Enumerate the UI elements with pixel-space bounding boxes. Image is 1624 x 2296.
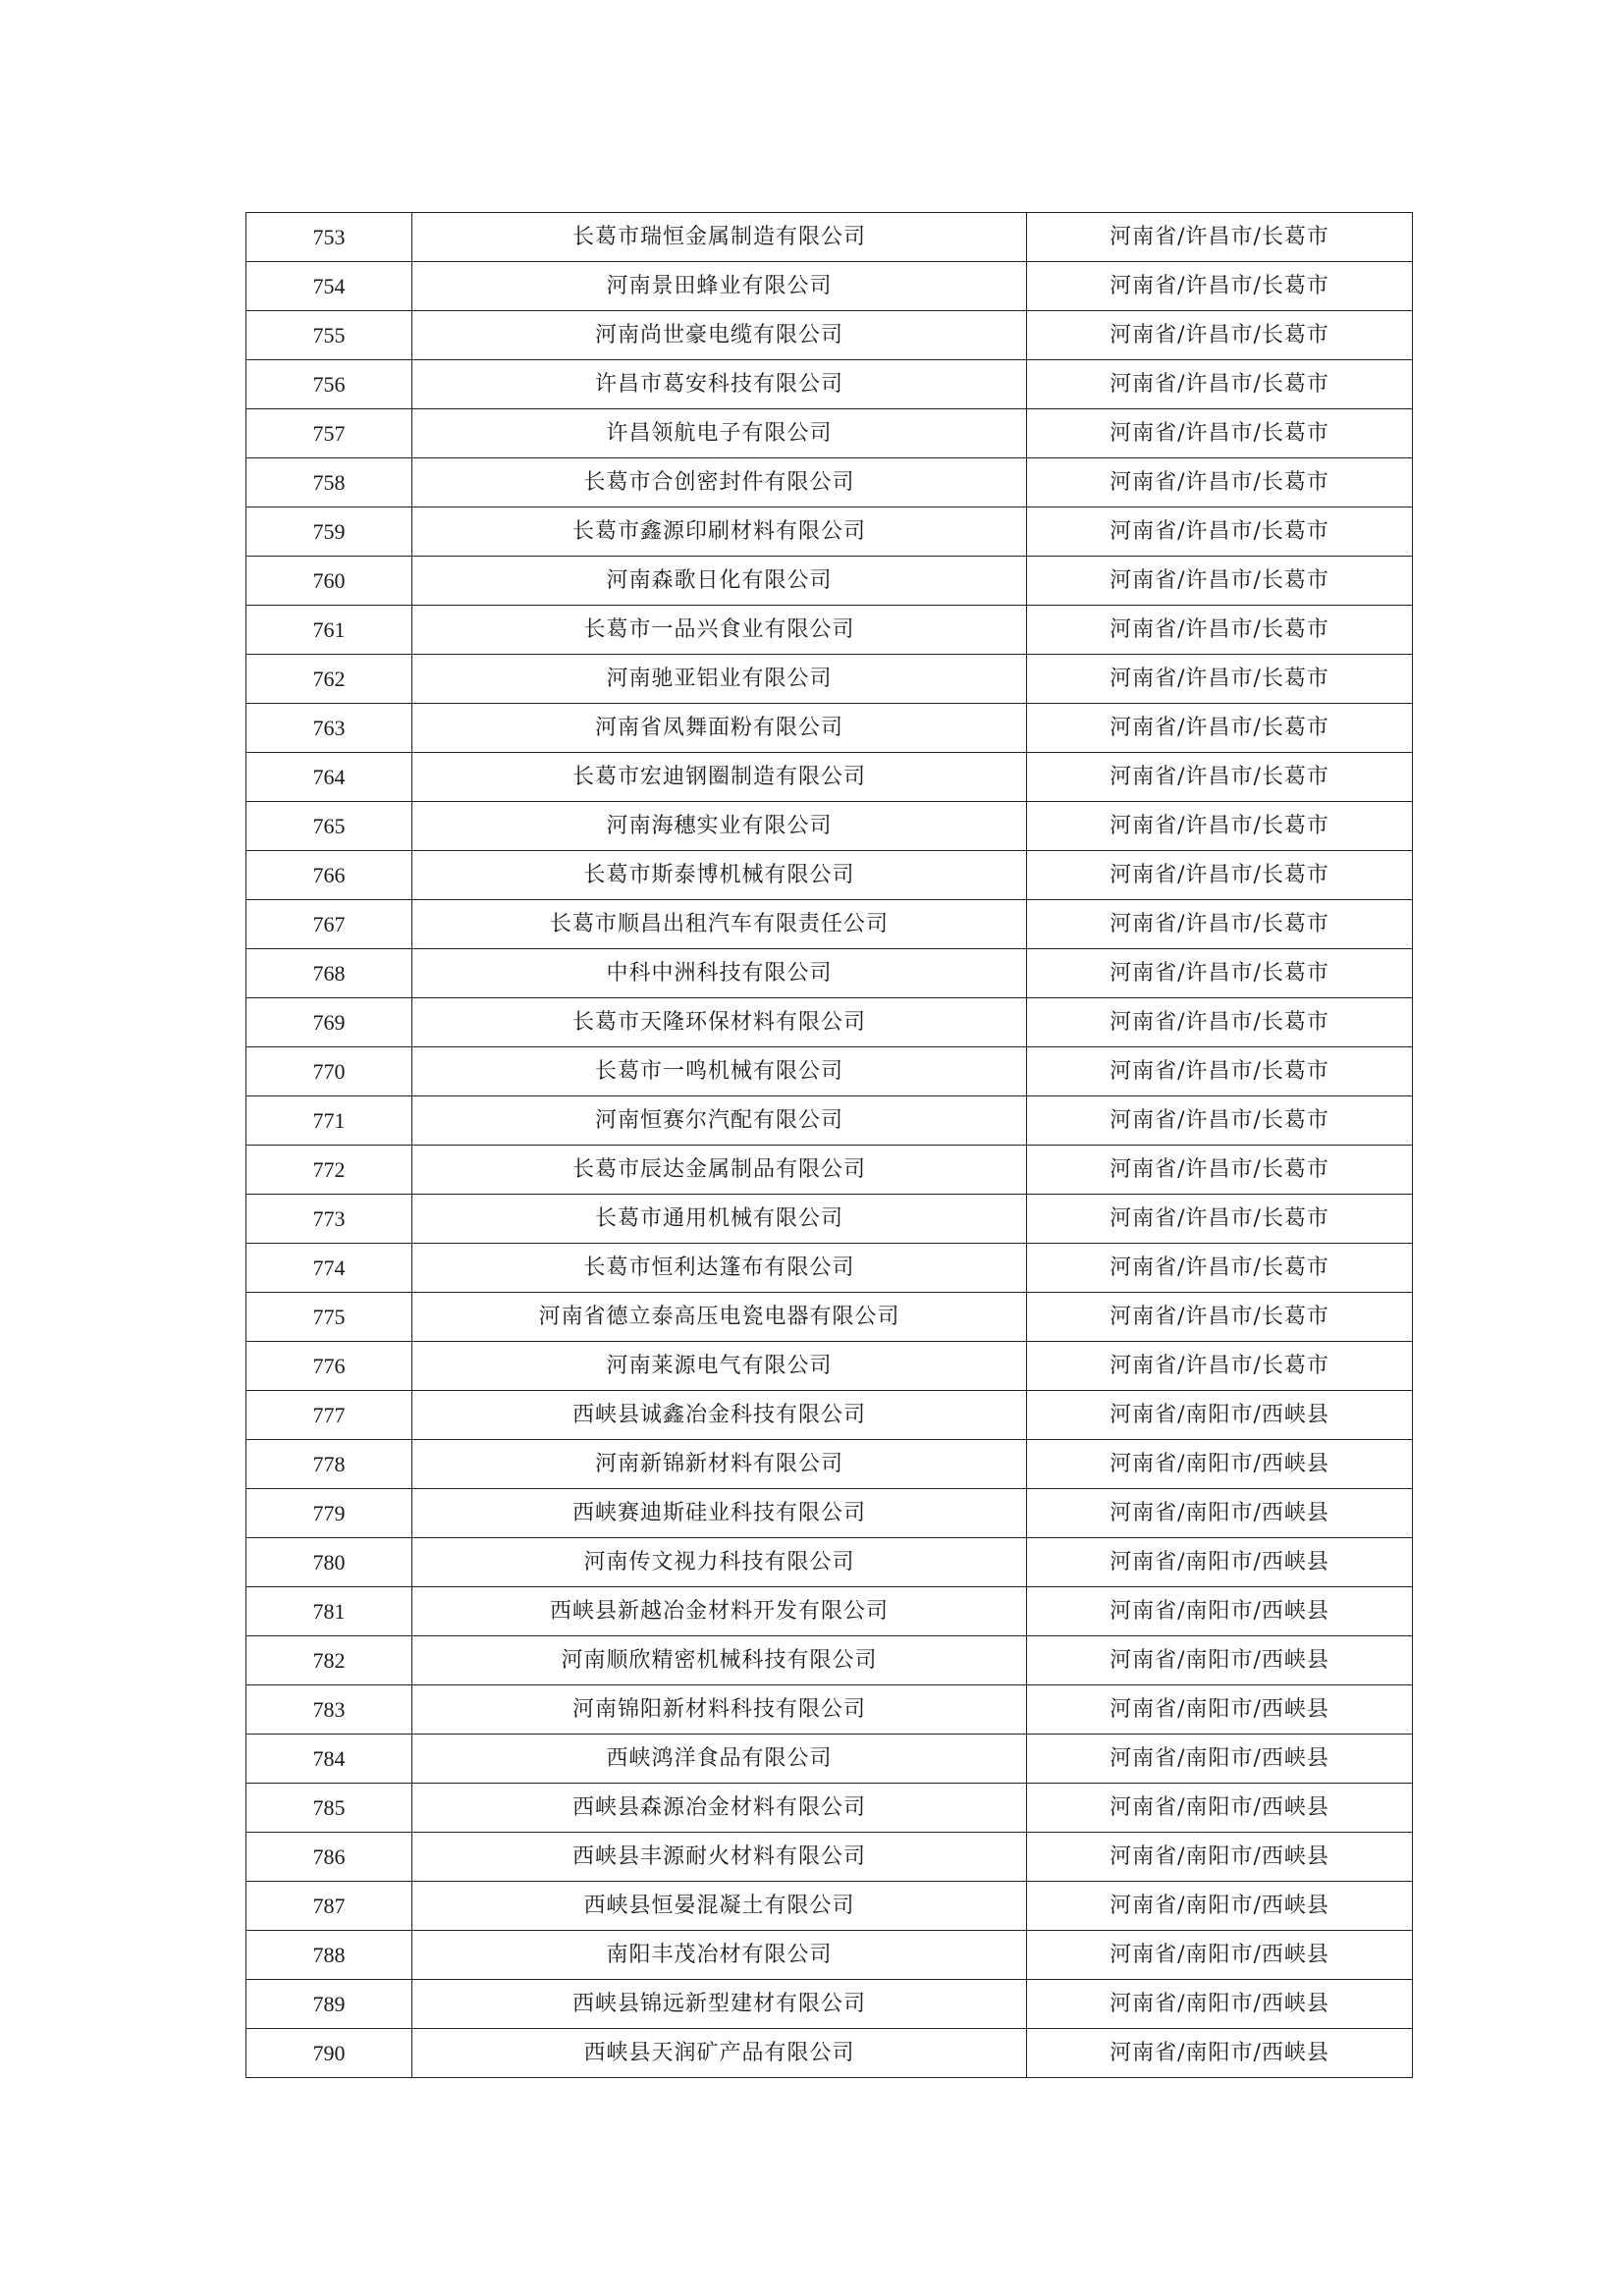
row-number-cell: 771 — [246, 1096, 412, 1146]
region-cell: 河南省/许昌市/长葛市 — [1027, 1244, 1413, 1293]
region-cell: 河南省/许昌市/长葛市 — [1027, 998, 1413, 1047]
row-number-cell: 756 — [246, 360, 412, 409]
table-row — [246, 1980, 1413, 2029]
table-row — [246, 409, 1413, 458]
company-name-cell: 西峡县恒晏混凝土有限公司 — [412, 1882, 1027, 1931]
table-row — [246, 1833, 1413, 1882]
row-number-cell: 775 — [246, 1293, 412, 1342]
table-row — [246, 1440, 1413, 1489]
table-row — [246, 2029, 1413, 2078]
company-name-cell: 西峡赛迪斯硅业科技有限公司 — [412, 1489, 1027, 1538]
company-name-cell: 西峡县森源冶金材料有限公司 — [412, 1784, 1027, 1833]
company-list-table — [245, 212, 1413, 2078]
row-number-cell: 770 — [246, 1047, 412, 1096]
company-name-cell: 长葛市通用机械有限公司 — [412, 1195, 1027, 1244]
company-name-cell: 长葛市一品兴食业有限公司 — [412, 606, 1027, 655]
row-number-cell: 768 — [246, 949, 412, 998]
table-row — [246, 1195, 1413, 1244]
company-name-cell: 河南森歌日化有限公司 — [412, 557, 1027, 606]
region-cell: 河南省/许昌市/长葛市 — [1027, 1342, 1413, 1391]
company-name-cell: 长葛市宏迪钢圈制造有限公司 — [412, 753, 1027, 802]
row-number-cell: 783 — [246, 1685, 412, 1735]
table-row — [246, 998, 1413, 1047]
company-name-cell: 河南恒赛尔汽配有限公司 — [412, 1096, 1027, 1146]
company-name-cell: 河南驰亚铝业有限公司 — [412, 655, 1027, 704]
region-cell: 河南省/南阳市/西峡县 — [1027, 1784, 1413, 1833]
company-name-cell: 河南海穗实业有限公司 — [412, 802, 1027, 851]
table-row — [246, 1735, 1413, 1784]
region-cell: 河南省/许昌市/长葛市 — [1027, 949, 1413, 998]
company-name-cell: 河南景田蜂业有限公司 — [412, 262, 1027, 311]
row-number-cell: 754 — [246, 262, 412, 311]
company-name-cell: 长葛市辰达金属制品有限公司 — [412, 1146, 1027, 1195]
table-row — [246, 262, 1413, 311]
table-row — [246, 753, 1413, 802]
region-cell: 河南省/许昌市/长葛市 — [1027, 900, 1413, 949]
company-name-cell: 河南新锦新材料有限公司 — [412, 1440, 1027, 1489]
table-row — [246, 1685, 1413, 1735]
company-name-cell: 南阳丰茂冶材有限公司 — [412, 1931, 1027, 1980]
region-cell: 河南省/南阳市/西峡县 — [1027, 1980, 1413, 2029]
table-row — [246, 1096, 1413, 1146]
region-cell: 河南省/南阳市/西峡县 — [1027, 1587, 1413, 1636]
region-cell: 河南省/南阳市/西峡县 — [1027, 1440, 1413, 1489]
row-number-cell: 786 — [246, 1833, 412, 1882]
table-row — [246, 851, 1413, 900]
region-cell: 河南省/南阳市/西峡县 — [1027, 1538, 1413, 1587]
row-number-cell: 766 — [246, 851, 412, 900]
table-row — [246, 606, 1413, 655]
table-row — [246, 1636, 1413, 1685]
region-cell: 河南省/许昌市/长葛市 — [1027, 1146, 1413, 1195]
row-number-cell: 776 — [246, 1342, 412, 1391]
table-row — [246, 655, 1413, 704]
table-row — [246, 1391, 1413, 1440]
row-number-cell: 755 — [246, 311, 412, 360]
row-number-cell: 761 — [246, 606, 412, 655]
row-number-cell: 769 — [246, 998, 412, 1047]
region-cell: 河南省/南阳市/西峡县 — [1027, 1391, 1413, 1440]
row-number-cell: 784 — [246, 1735, 412, 1784]
region-cell: 河南省/许昌市/长葛市 — [1027, 458, 1413, 507]
row-number-cell: 753 — [246, 213, 412, 262]
row-number-cell: 772 — [246, 1146, 412, 1195]
table-row — [246, 458, 1413, 507]
table-row — [246, 1244, 1413, 1293]
table-row — [246, 507, 1413, 557]
company-name-cell: 长葛市一鸣机械有限公司 — [412, 1047, 1027, 1096]
company-name-cell: 中科中洲科技有限公司 — [412, 949, 1027, 998]
region-cell: 河南省/许昌市/长葛市 — [1027, 606, 1413, 655]
row-number-cell: 779 — [246, 1489, 412, 1538]
company-name-cell: 河南锦阳新材料科技有限公司 — [412, 1685, 1027, 1735]
table-row — [246, 1293, 1413, 1342]
table-row — [246, 949, 1413, 998]
region-cell: 河南省/南阳市/西峡县 — [1027, 2029, 1413, 2078]
table-row — [246, 1538, 1413, 1587]
region-cell: 河南省/许昌市/长葛市 — [1027, 360, 1413, 409]
table-row — [246, 1587, 1413, 1636]
company-name-cell: 西峡县丰源耐火材料有限公司 — [412, 1833, 1027, 1882]
region-cell: 河南省/许昌市/长葛市 — [1027, 1293, 1413, 1342]
company-name-cell: 长葛市顺昌出租汽车有限责任公司 — [412, 900, 1027, 949]
region-cell: 河南省/许昌市/长葛市 — [1027, 507, 1413, 557]
table-row — [246, 1489, 1413, 1538]
company-name-cell: 河南传文视力科技有限公司 — [412, 1538, 1027, 1587]
row-number-cell: 785 — [246, 1784, 412, 1833]
table-row — [246, 1882, 1413, 1931]
table-row — [246, 900, 1413, 949]
region-cell: 河南省/南阳市/西峡县 — [1027, 1833, 1413, 1882]
row-number-cell: 757 — [246, 409, 412, 458]
company-name-cell: 西峡县天润矿产品有限公司 — [412, 2029, 1027, 2078]
company-name-cell: 长葛市瑞恒金属制造有限公司 — [412, 213, 1027, 262]
region-cell: 河南省/许昌市/长葛市 — [1027, 1096, 1413, 1146]
region-cell: 河南省/南阳市/西峡县 — [1027, 1931, 1413, 1980]
company-name-cell: 长葛市恒利达篷布有限公司 — [412, 1244, 1027, 1293]
row-number-cell: 773 — [246, 1195, 412, 1244]
row-number-cell: 760 — [246, 557, 412, 606]
region-cell: 河南省/许昌市/长葛市 — [1027, 409, 1413, 458]
table-row — [246, 1047, 1413, 1096]
company-name-cell: 河南省德立泰高压电瓷电器有限公司 — [412, 1293, 1027, 1342]
table-row — [246, 1931, 1413, 1980]
region-cell: 河南省/南阳市/西峡县 — [1027, 1735, 1413, 1784]
region-cell: 河南省/许昌市/长葛市 — [1027, 1047, 1413, 1096]
row-number-cell: 778 — [246, 1440, 412, 1489]
row-number-cell: 758 — [246, 458, 412, 507]
table-row — [246, 557, 1413, 606]
region-cell: 河南省/许昌市/长葛市 — [1027, 557, 1413, 606]
row-number-cell: 789 — [246, 1980, 412, 2029]
company-name-cell: 河南莱源电气有限公司 — [412, 1342, 1027, 1391]
region-cell: 河南省/许昌市/长葛市 — [1027, 753, 1413, 802]
region-cell: 河南省/许昌市/长葛市 — [1027, 802, 1413, 851]
row-number-cell: 780 — [246, 1538, 412, 1587]
company-name-cell: 长葛市斯泰博机械有限公司 — [412, 851, 1027, 900]
table-row — [246, 213, 1413, 262]
table-row — [246, 360, 1413, 409]
row-number-cell: 774 — [246, 1244, 412, 1293]
row-number-cell: 777 — [246, 1391, 412, 1440]
company-name-cell: 长葛市鑫源印刷材料有限公司 — [412, 507, 1027, 557]
row-number-cell: 762 — [246, 655, 412, 704]
table-row — [246, 802, 1413, 851]
company-name-cell: 河南顺欣精密机械科技有限公司 — [412, 1636, 1027, 1685]
company-name-cell: 西峡县锦远新型建材有限公司 — [412, 1980, 1027, 2029]
company-name-cell: 西峡县新越冶金材料开发有限公司 — [412, 1587, 1027, 1636]
company-name-cell: 西峡县诚鑫冶金科技有限公司 — [412, 1391, 1027, 1440]
company-name-cell: 长葛市合创密封件有限公司 — [412, 458, 1027, 507]
row-number-cell: 788 — [246, 1931, 412, 1980]
row-number-cell: 765 — [246, 802, 412, 851]
table-row — [246, 311, 1413, 360]
company-name-cell: 长葛市天隆环保材料有限公司 — [412, 998, 1027, 1047]
row-number-cell: 767 — [246, 900, 412, 949]
region-cell: 河南省/许昌市/长葛市 — [1027, 262, 1413, 311]
company-name-cell: 河南尚世豪电缆有限公司 — [412, 311, 1027, 360]
row-number-cell: 782 — [246, 1636, 412, 1685]
region-cell: 河南省/许昌市/长葛市 — [1027, 311, 1413, 360]
table-row — [246, 704, 1413, 753]
company-name-cell: 西峡鸿洋食品有限公司 — [412, 1735, 1027, 1784]
row-number-cell: 781 — [246, 1587, 412, 1636]
region-cell: 河南省/南阳市/西峡县 — [1027, 1882, 1413, 1931]
row-number-cell: 763 — [246, 704, 412, 753]
region-cell: 河南省/南阳市/西峡县 — [1027, 1636, 1413, 1685]
region-cell: 河南省/许昌市/长葛市 — [1027, 704, 1413, 753]
region-cell: 河南省/许昌市/长葛市 — [1027, 655, 1413, 704]
region-cell: 河南省/许昌市/长葛市 — [1027, 851, 1413, 900]
company-name-cell: 许昌市葛安科技有限公司 — [412, 360, 1027, 409]
region-cell: 河南省/许昌市/长葛市 — [1027, 1195, 1413, 1244]
company-name-cell: 河南省凤舞面粉有限公司 — [412, 704, 1027, 753]
row-number-cell: 759 — [246, 507, 412, 557]
region-cell: 河南省/许昌市/长葛市 — [1027, 213, 1413, 262]
company-name-cell: 许昌领航电子有限公司 — [412, 409, 1027, 458]
table-row — [246, 1784, 1413, 1833]
row-number-cell: 787 — [246, 1882, 412, 1931]
table-row — [246, 1146, 1413, 1195]
region-cell: 河南省/南阳市/西峡县 — [1027, 1489, 1413, 1538]
row-number-cell: 764 — [246, 753, 412, 802]
row-number-cell: 790 — [246, 2029, 412, 2078]
table-row — [246, 1342, 1413, 1391]
region-cell: 河南省/南阳市/西峡县 — [1027, 1685, 1413, 1735]
table-body — [246, 213, 1413, 2078]
